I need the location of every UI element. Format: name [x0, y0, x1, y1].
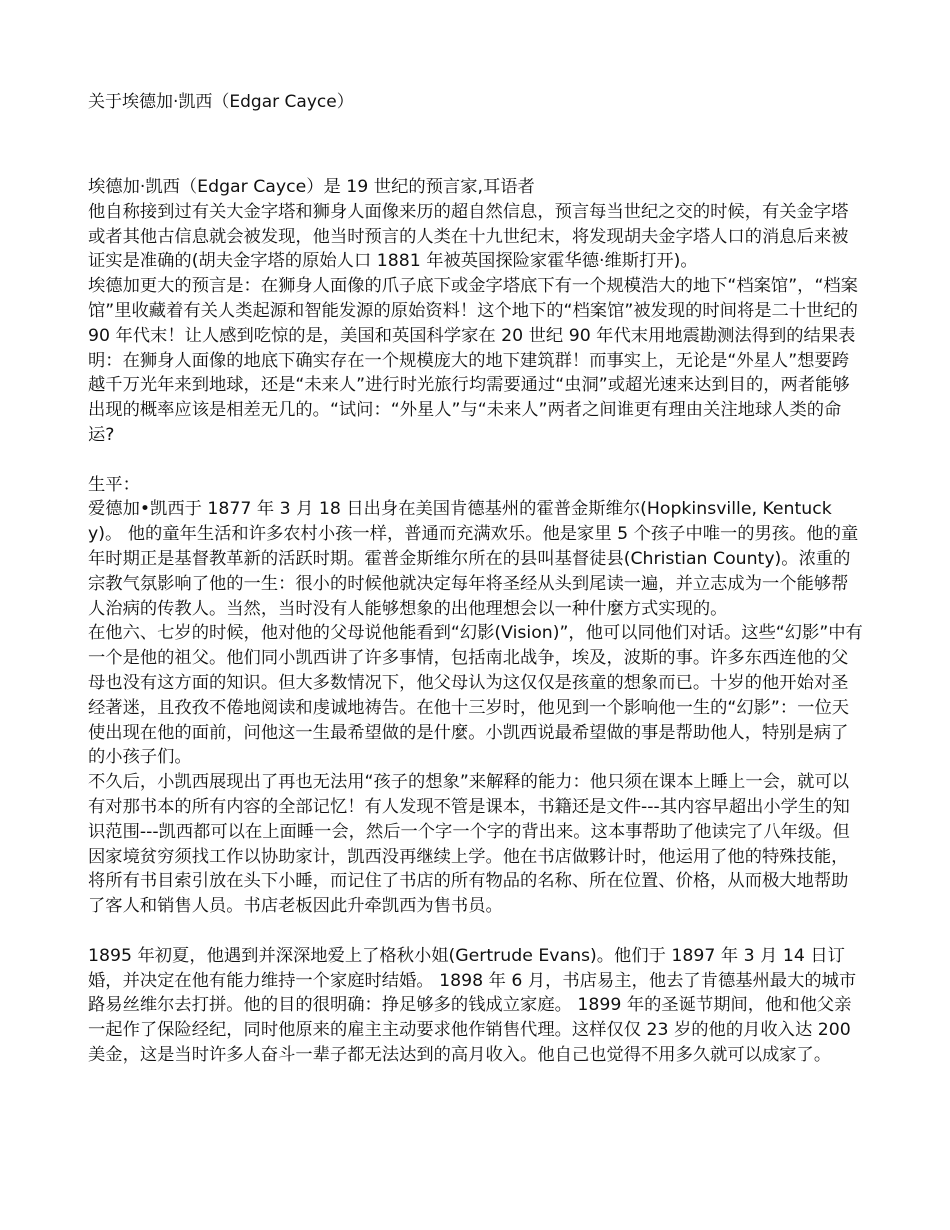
document-body [88, 175, 863, 1068]
document-page [88, 90, 863, 1068]
biography-paragraph-marriage: 1895 年初夏，他遇到并深深地爱上了格秋小姐(Gertrude Evans)。他们于 1897 年 3 月 14 日订婚，并决定在他有能力维持一个家庭时结婚。 1898 年 6 月，书店易主，他去了肯德基州最大的城市路易丝维尔去打拼。他的目的很明确：挣足够多的钱成立家庭。 1899 年的圣诞节期间，他和他父亲一起作了保险经纪，同时他原来的雇主主动要求他作销售代理。这样仅仅 23 岁的他的月收入达 200 美金，这是当时许多人奋斗一辈子都无法达到的高月收入。他自己也觉得不用多久就可以成家了。 [88, 945, 857, 1065]
intro-paragraph-prophecy: 他自称接到过有关大金字塔和狮身人面像来历的超自然信息，预言每当世纪之交的时候，有关金字塔或者其他古信息就会被发现，他当时预言的人类在十九世纪末，将发现胡夫金字塔人口的消息后来被证实是准确的(胡夫金字塔的原始人口 1881 年被英国探险家霍华德·维斯打开)。 [88, 201, 849, 272]
biography-paragraph-birth: 爱德加•凯西于 1877 年 3 月 18 日出身在美国肯德基州的霍普金斯维尔(Hopkinsville, Kentucky)。 他的童年生活和许多农村小孩一样，普通而充满欢乐。他是家里 5 个孩子中唯一的男孩。他的童年时期正是基督教革新的活跃时期。霍普金斯维尔所在的县叫基督徒县(Christian County)。浓重的宗教气氛影响了他的一生：很小的时候他就决定每年将圣经从头到尾读一遍，并立志成为一个能够帮人治病的传教人。当然，当时没有人能够想象的出他理想会以一种什麼方式实现的。 [88, 499, 859, 619]
paragraph-spacer [88, 919, 863, 944]
document-title: 关于埃德加·凯西（Edgar Cayce） [88, 92, 354, 112]
intro-line: 埃德加·凯西（Edgar Cayce）是 19 世纪的预言家,耳语者 [88, 177, 535, 197]
biography-heading: 生平： [88, 474, 140, 495]
biography-paragraph-abilities: 不久后，小凯西展现出了再也无法用“孩子的想象”来解释的能力：他只须在课本上睡上一会，就可以有对那书本的所有内容的全部记忆！有人发现不管是课本，书籍还是文件---其内容早超出小学生的知识范围---凯西都可以在上面睡一会，然后一个字一个字的背出来。这本事帮助了他读完了八年级。但因家境贫穷须找工作以协助家计，凯西没再继续上学。他在书店做夥计时，他运用了他的特殊技能，将所有书目索引放在头下小睡，而记住了书店的所有物品的名称、所在位置、价格，从而极大地帮助了客人和销售人员。书店老板因此升牵凯西为售书员。 [88, 772, 850, 917]
biography-paragraph-visions: 在他六、七岁的时候，他对他的父母说他能看到“幻影(Vision)”，他可以同他们对话。这些“幻影”中有一个是他的祖父。他们同小凯西讲了许多事情，包括南北战争，埃及，波斯的事。许多东西连他的父母也没有这方面的知识。但大多数情况下，他父母认为这仅仅是孩童的想象而已。十岁的他开始对圣经著迷，且孜孜不倦地阅读和虔诚地祷告。在他十三岁时，他见到一个影响他一生的“幻影”：一位天使出现在他的面前，问他这一生最希望做的是什麼。小凯西说最希望做的事是帮助他人，特别是病了的小孩子们。 [88, 623, 863, 768]
paragraph-spacer [88, 448, 863, 473]
intro-paragraph-archive: 埃德加更大的预言是：在狮身人面像的爪子底下或金字塔底下有一个规模浩大的地下“档案馆”，“档案馆”里收藏着有关人类起源和智能发源的原始资料！这个地下的“档案馆”被发现的时间将是二十世纪的 90 年代末！让人感到吃惊的是，美国和英国科学家在 20 世纪 90 年代末用地震勘测法得到的结果表明：在狮身人面像的地底下确实存在一个规模庞大的地下建筑群！而事实上，无论是“外星人”想要跨越千万光年来到地球，还是“未来人”进行时光旅行均需要通过“虫洞”或超光速来达到目的，两者能够出现的概率应该是相差无几的。“试问：“外星人”与“未来人”两者之间谁更有理由关注地球人类的命运? [88, 276, 858, 445]
